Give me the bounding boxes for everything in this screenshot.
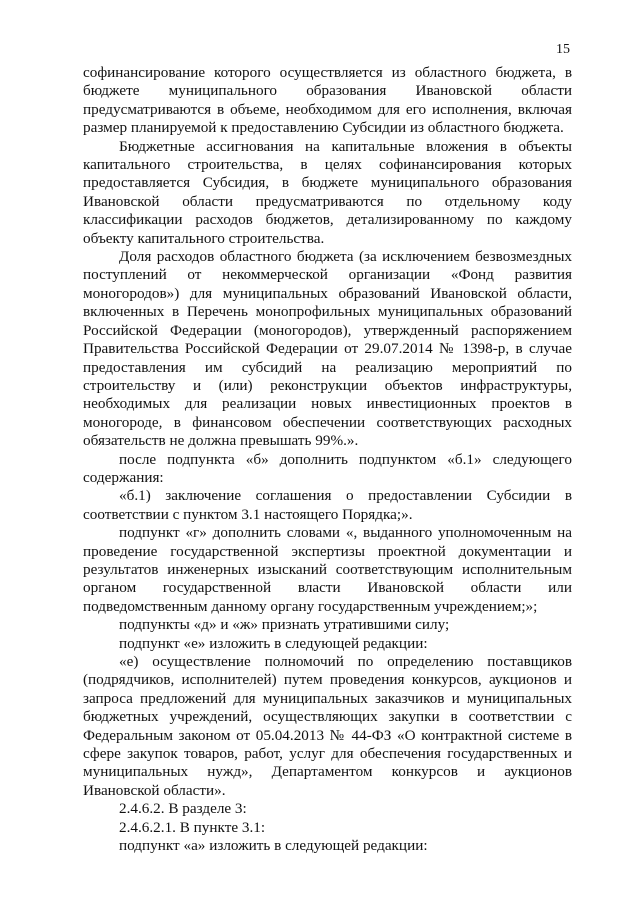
paragraph: подпункт «а» изложить в следующей редакции: bbox=[119, 837, 428, 855]
paragraph: Доля расходов областного бюджета (за исключением безвозмездных поступлений от некоммерческой организации «Фонд развития моногородов») для муниципальных образований Ивановской области, включенных в Перечень монопрофильных муниципальных образований Российской Федерации (моногородов), утвержденный распоряжением Правительства Российской Федерации от 29.07.2014 № 1398-р, в случае предоставления им субсидий на реализацию мероприятий по строительству и (или) реконструкции объектов инфраструктуры, необходимых для реализации новых инвестиционных проектов в моногороде, в финансовом обеспечении соответствующих расходных обязательств не должна превышать 99%.». bbox=[83, 248, 572, 450]
paragraph: «е) осуществление полномочий по определению поставщиков (подрядчиков, исполнителей) путем проведения конкурсов, аукционов и запроса предложений для муниципальных заказчиков и муниципальных бюджетных учреждений, осуществляющих закупки в соответствии с Федеральным законом от 05.04.2013 № 44-ФЗ «О контрактной системе в сфере закупок товаров, работ, услуг для обеспечения государственных и муниципальных нужд», Департаментом конкурсов и аукционов Ивановской области». bbox=[83, 653, 572, 799]
paragraph: после подпункта «б» дополнить подпунктом «б.1» следующего содержания: bbox=[83, 450, 572, 486]
page-number: 15 bbox=[556, 42, 570, 57]
paragraph: 2.4.6.2.1. В пункте 3.1: bbox=[119, 818, 266, 836]
paragraph: 2.4.6.2. В разделе 3: bbox=[119, 800, 247, 818]
paragraph: софинансирование которого осуществляется из областного бюджета, в бюджете муниципального образования Ивановской области предусматриваются в объеме, необходимом для его исполнения, включая размер планируемой к предоставлению Субсидии из областного бюджета. bbox=[83, 64, 572, 137]
paragraph: Бюджетные ассигнования на капитальные вложения в объекты капитального строительства, в целях софинансирования которых предоставляется Субсидия, в бюджете муниципального образования Ивановской области предусматриваются по отдельному коду классификации расходов бюджетов, детализированному по каждому объекту капитального строительства. bbox=[83, 137, 572, 247]
paragraph: подпункты «д» и «ж» признать утратившими силу; bbox=[119, 616, 450, 634]
paragraph: «б.1) заключение соглашения о предоставлении Субсидии в соответствии с пунктом 3.1 настоящего Порядка;». bbox=[83, 487, 572, 523]
paragraph: подпункт «е» изложить в следующей редакции: bbox=[119, 634, 428, 652]
paragraph: подпункт «г» дополнить словами «, выданного уполномоченным на проведение государственной экспертизы проектной документации и результатов инженерных изысканий соответствующим исполнительным органом государственной власти Ивановской области или подведомственным данному органу государственным учреждением;»; bbox=[83, 524, 572, 615]
document-body bbox=[83, 64, 572, 855]
